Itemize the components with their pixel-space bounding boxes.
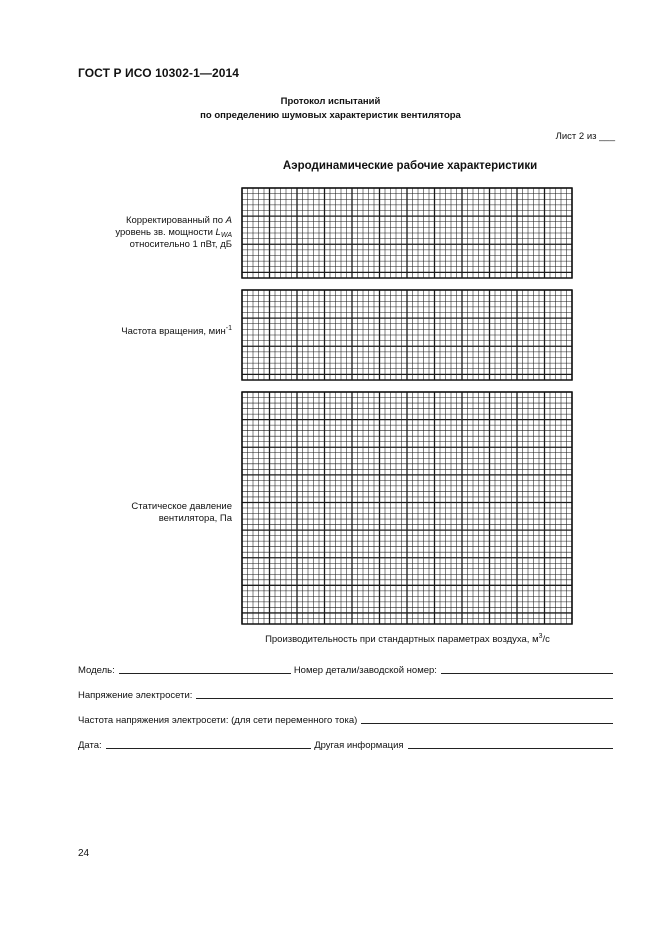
part-number-field[interactable] bbox=[441, 664, 613, 674]
label-italic-l: L bbox=[215, 227, 221, 238]
protocol-heading bbox=[0, 95, 661, 123]
protocol-line-1: Протокол испытаний bbox=[280, 96, 381, 107]
static-pressure-axis-label bbox=[52, 501, 232, 525]
date-label: Дата: bbox=[78, 740, 102, 751]
label-text: Частота вращения, мин bbox=[121, 326, 226, 337]
other-info-field[interactable] bbox=[408, 739, 614, 749]
xlabel-sup: 3 bbox=[538, 633, 543, 640]
form-row-frequency bbox=[78, 712, 616, 726]
label-sub-wa: WA bbox=[220, 232, 232, 239]
static-pressure-grid bbox=[241, 391, 573, 625]
label-line-2: уровень зв. мощности bbox=[115, 227, 216, 238]
rotation-speed-grid bbox=[241, 289, 573, 381]
voltage-label: Напряжение электросети: bbox=[78, 690, 193, 701]
model-label: Модель: bbox=[78, 665, 115, 676]
rotation-speed-axis-label bbox=[52, 326, 232, 338]
label-line-2: вентилятора, Па bbox=[158, 513, 232, 524]
page-number: 24 bbox=[78, 848, 90, 859]
sound-power-grid bbox=[241, 187, 573, 279]
label-line-1: Статическое давление bbox=[131, 501, 232, 512]
part-number-label: Номер детали/заводской номер: bbox=[293, 665, 437, 676]
other-info-label: Другая информация bbox=[314, 740, 404, 751]
label-line-3: относительно 1 пВт, дБ bbox=[129, 239, 232, 250]
protocol-line-2: по определению шумовых характеристик вентилятора bbox=[200, 110, 461, 121]
label-line-1: Корректированный по bbox=[125, 215, 226, 226]
chart-title: Аэродинамические рабочие характеристики bbox=[282, 160, 538, 172]
form-row-model bbox=[78, 662, 616, 676]
model-field[interactable] bbox=[119, 664, 291, 674]
xlabel-tail: /c bbox=[542, 634, 550, 645]
sound-power-axis-label bbox=[52, 215, 232, 251]
form-row-date bbox=[78, 737, 616, 751]
voltage-field[interactable] bbox=[196, 689, 613, 699]
frequency-label: Частота напряжения электросети: (для сети переменного тока) bbox=[78, 715, 358, 726]
form-row-voltage bbox=[78, 687, 616, 701]
flow-rate-axis-label bbox=[240, 634, 575, 645]
frequency-field[interactable] bbox=[361, 714, 613, 724]
date-field[interactable] bbox=[106, 739, 312, 749]
xlabel-text: Производительность при стандартных параметрах воздуха, м bbox=[265, 634, 539, 645]
standard-title: ГОСТ Р ИСО 10302-1—2014 bbox=[78, 66, 240, 80]
label-italic-a: A bbox=[225, 215, 232, 226]
sheet-number: Лист 2 из ___ bbox=[555, 131, 615, 142]
label-sup: -1 bbox=[225, 325, 232, 332]
